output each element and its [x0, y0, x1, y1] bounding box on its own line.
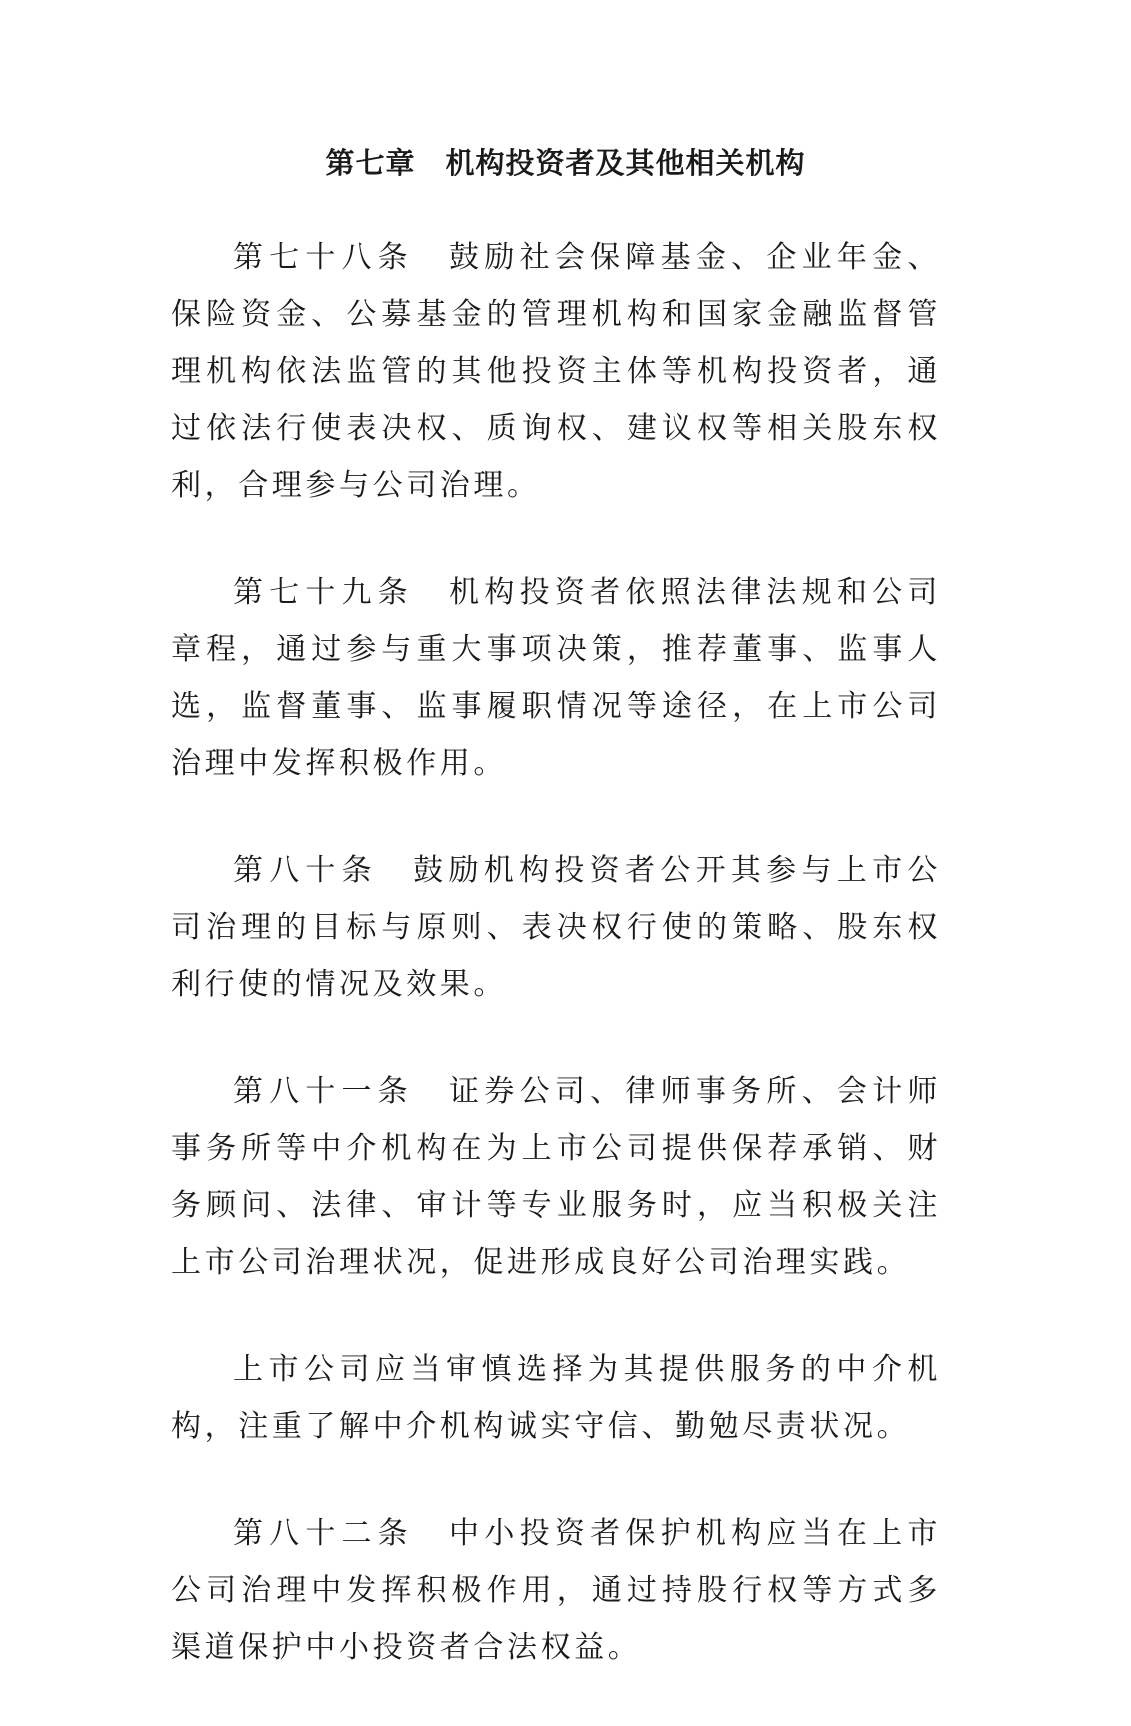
- article-text: 证券公司、律师事务所、会计师事务所等中介机构在为上市公司提供保荐承销、财务顾问、法律、审计等专业服务时，应当积极关注上市公司治理状况，促进形成良好公司治理实践。: [171, 1074, 942, 1280]
- article-text: 鼓励社会保障基金、企业年金、保险资金、公募基金的管理机构和国家金融监督管理机构依法监管的其他投资主体等机构投资者，通过依法行使表决权、质询权、建议权等相关股东权利，合理参与公司治理。: [171, 240, 942, 503]
- article-number: 第八十二条: [233, 1516, 414, 1551]
- article-81-paragraph: [171, 1063, 941, 1291]
- article-79-paragraph: [171, 564, 941, 792]
- document-body: [171, 229, 941, 1726]
- article-text: 机构投资者依照法律法规和公司章程，通过参与重大事项决策，推荐董事、监事人选，监督董事、监事履职情况等途径，在上市公司治理中发挥积极作用。: [171, 575, 942, 781]
- article-82-paragraph: [171, 1505, 941, 1676]
- article-text: 鼓励机构投资者公开其参与上市公司治理的目标与原则、表决权行使的策略、股东权利行使的情况及效果。: [171, 853, 941, 1002]
- article-81-continuation-paragraph: [171, 1341, 941, 1455]
- article-text: 中小投资者保护机构应当在上市公司治理中发挥积极作用，通过持股行权等方式多渠道保护中小投资者合法权益。: [171, 1516, 942, 1665]
- article-number: 第七十九条: [233, 575, 414, 610]
- article-number: 第八十一条: [233, 1074, 414, 1109]
- article-number: 第七十八条: [233, 240, 414, 275]
- article-number: 第八十条: [233, 853, 378, 888]
- article-78-paragraph: [171, 229, 941, 514]
- chapter-title: 第七章 机构投资者及其他相关机构: [325, 146, 806, 180]
- article-80-paragraph: [171, 842, 941, 1013]
- article-text: 上市公司应当审慎选择为其提供服务的中介机构，注重了解中介机构诚实守信、勤勉尽责状况。: [171, 1352, 941, 1444]
